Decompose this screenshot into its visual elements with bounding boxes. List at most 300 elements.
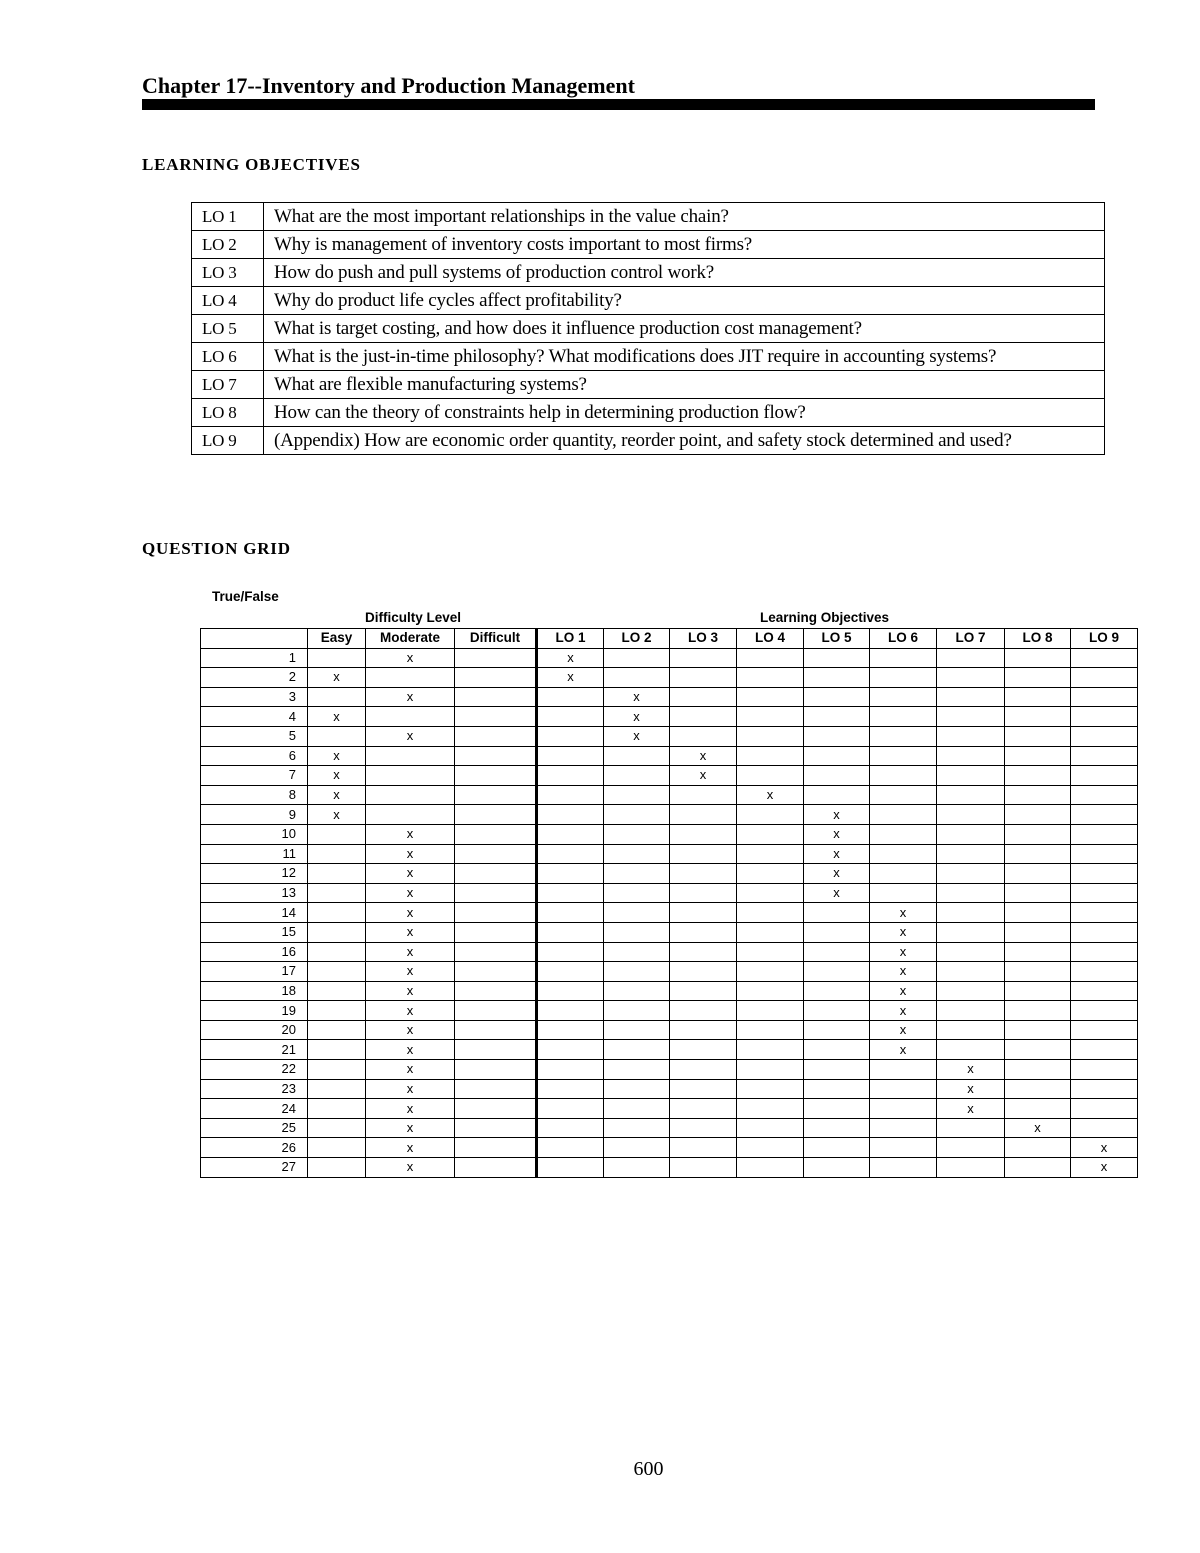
objective-mark: x <box>870 922 937 942</box>
question-number: 5 <box>201 726 308 746</box>
difficulty-mark: x <box>366 1158 455 1178</box>
table-row <box>201 1060 1138 1080</box>
question-number: 14 <box>201 903 308 923</box>
objective-cell <box>537 883 604 903</box>
difficulty-cell <box>455 1020 537 1040</box>
lo-question: How can the theory of constraints help in determining production flow? <box>264 399 1105 427</box>
objective-cell <box>737 707 804 727</box>
learning-objectives-group-label: Learning Objectives <box>760 610 890 625</box>
objective-cell <box>604 648 670 668</box>
difficulty-cell <box>308 824 366 844</box>
objective-cell <box>1005 1099 1071 1119</box>
difficulty-cell <box>455 942 537 962</box>
objective-cell <box>537 766 604 786</box>
objective-cell <box>937 1138 1005 1158</box>
objective-cell <box>870 805 937 825</box>
objective-cell <box>604 746 670 766</box>
objective-cell <box>537 864 604 884</box>
objective-cell <box>804 707 870 727</box>
objective-cell <box>1005 766 1071 786</box>
objective-cell <box>604 766 670 786</box>
difficulty-cell <box>308 1020 366 1040</box>
objective-cell <box>670 942 737 962</box>
table-row <box>201 648 1138 668</box>
table-row <box>201 864 1138 884</box>
objective-cell <box>937 864 1005 884</box>
question-number: 19 <box>201 1001 308 1021</box>
objective-cell <box>537 1040 604 1060</box>
objective-cell <box>670 1060 737 1080</box>
objective-cell <box>537 785 604 805</box>
difficulty-cell <box>455 785 537 805</box>
objective-cell <box>670 707 737 727</box>
objective-cell <box>737 864 804 884</box>
lo-question: (Appendix) How are economic order quantity, reorder point, and safety stock determined and used? <box>264 427 1105 455</box>
difficulty-mark: x <box>366 1118 455 1138</box>
lo-id: LO 3 <box>192 259 264 287</box>
question-number: 26 <box>201 1138 308 1158</box>
lo-id: LO 6 <box>192 343 264 371</box>
difficulty-cell <box>455 1138 537 1158</box>
objective-cell <box>1005 707 1071 727</box>
objective-cell <box>537 1138 604 1158</box>
objective-cell <box>537 805 604 825</box>
objective-cell <box>604 844 670 864</box>
table-row <box>201 962 1138 982</box>
objective-cell <box>1005 785 1071 805</box>
objective-cell <box>937 1158 1005 1178</box>
objective-cell <box>670 844 737 864</box>
objective-cell <box>937 1001 1005 1021</box>
objective-cell <box>604 805 670 825</box>
question-number: 27 <box>201 1158 308 1178</box>
objective-cell <box>604 922 670 942</box>
objective-cell <box>804 1079 870 1099</box>
objective-cell <box>537 903 604 923</box>
objective-mark: x <box>804 864 870 884</box>
objective-cell <box>670 668 737 688</box>
objective-cell <box>604 1020 670 1040</box>
objective-cell <box>1071 824 1138 844</box>
objective-mark: x <box>537 668 604 688</box>
objective-cell <box>604 864 670 884</box>
objective-cell <box>870 726 937 746</box>
objective-cell <box>1005 687 1071 707</box>
objective-cell <box>737 726 804 746</box>
objective-mark: x <box>1071 1158 1138 1178</box>
difficulty-mark: x <box>366 687 455 707</box>
objective-cell <box>670 824 737 844</box>
difficulty-mark: x <box>366 648 455 668</box>
difficulty-mark: x <box>366 1099 455 1119</box>
objective-mark: x <box>870 942 937 962</box>
objective-cell <box>870 687 937 707</box>
question-number: 8 <box>201 785 308 805</box>
objective-cell <box>737 844 804 864</box>
objective-cell <box>804 648 870 668</box>
difficulty-cell <box>455 1158 537 1178</box>
objective-mark: x <box>870 1001 937 1021</box>
objective-cell <box>670 1158 737 1178</box>
objective-cell <box>1005 844 1071 864</box>
objective-cell <box>1005 648 1071 668</box>
difficulty-mark: x <box>366 864 455 884</box>
objective-cell <box>1071 766 1138 786</box>
objective-cell <box>1071 1099 1138 1119</box>
objective-cell <box>1071 962 1138 982</box>
objective-cell <box>1071 1060 1138 1080</box>
difficulty-cell <box>308 1158 366 1178</box>
objective-mark: x <box>737 785 804 805</box>
lo-question: What is the just-in-time philosophy? What modifications does JIT require in accounting systems? <box>264 343 1105 371</box>
difficulty-cell <box>455 922 537 942</box>
objective-cell <box>937 824 1005 844</box>
lo-row <box>192 287 1105 315</box>
objective-cell <box>804 785 870 805</box>
objective-header: LO 8 <box>1005 629 1071 649</box>
difficulty-cell <box>308 962 366 982</box>
learning-objectives-table <box>191 202 1105 455</box>
objective-cell <box>604 942 670 962</box>
objective-cell <box>937 766 1005 786</box>
difficulty-level-label: Difficulty Level <box>365 610 462 625</box>
objective-cell <box>1071 1020 1138 1040</box>
difficulty-cell <box>455 981 537 1001</box>
objective-mark: x <box>937 1099 1005 1119</box>
objective-cell <box>737 766 804 786</box>
objective-cell <box>804 746 870 766</box>
objective-cell <box>804 766 870 786</box>
lo-id: LO 9 <box>192 427 264 455</box>
objective-header: LO 6 <box>870 629 937 649</box>
objective-cell <box>937 981 1005 1001</box>
difficulty-mark: x <box>366 1020 455 1040</box>
difficulty-cell <box>308 1060 366 1080</box>
objective-cell <box>870 883 937 903</box>
objective-cell <box>604 668 670 688</box>
difficulty-cell <box>308 726 366 746</box>
objective-mark: x <box>804 883 870 903</box>
difficulty-cell <box>366 746 455 766</box>
question-grid-heading: QUESTION GRID <box>142 539 291 558</box>
table-row <box>201 1001 1138 1021</box>
objective-mark: x <box>870 962 937 982</box>
table-row <box>201 785 1138 805</box>
question-number: 1 <box>201 648 308 668</box>
difficulty-mark: x <box>366 922 455 942</box>
objective-mark: x <box>670 746 737 766</box>
objective-mark: x <box>804 824 870 844</box>
objective-cell <box>1005 1158 1071 1178</box>
question-number-header <box>201 629 308 649</box>
objective-cell <box>1071 1040 1138 1060</box>
table-row <box>201 726 1138 746</box>
objective-cell <box>537 1099 604 1119</box>
objective-cell <box>1071 687 1138 707</box>
difficulty-cell <box>455 844 537 864</box>
objective-cell <box>1071 844 1138 864</box>
table-row <box>201 981 1138 1001</box>
difficulty-mark: x <box>366 1138 455 1158</box>
question-number: 15 <box>201 922 308 942</box>
objective-cell <box>1005 942 1071 962</box>
difficulty-cell <box>308 1001 366 1021</box>
objective-cell <box>537 687 604 707</box>
objective-cell <box>1071 864 1138 884</box>
objective-mark: x <box>870 1020 937 1040</box>
difficulty-mark: x <box>308 668 366 688</box>
objective-cell <box>604 1079 670 1099</box>
objective-cell <box>670 1099 737 1119</box>
objective-cell <box>604 824 670 844</box>
objective-cell <box>1005 864 1071 884</box>
objective-cell <box>937 1020 1005 1040</box>
objective-cell <box>670 1001 737 1021</box>
table-row <box>201 746 1138 766</box>
objective-cell <box>670 648 737 668</box>
objective-cell <box>870 766 937 786</box>
difficulty-cell <box>366 766 455 786</box>
objective-cell <box>670 922 737 942</box>
lo-row <box>192 315 1105 343</box>
lo-question: Why is management of inventory costs important to most firms? <box>264 231 1105 259</box>
objective-cell <box>1071 883 1138 903</box>
difficulty-mark: x <box>366 1001 455 1021</box>
objective-cell <box>1071 981 1138 1001</box>
objective-cell <box>870 1118 937 1138</box>
lo-question: What are flexible manufacturing systems? <box>264 371 1105 399</box>
objective-cell <box>1071 785 1138 805</box>
objective-cell <box>937 726 1005 746</box>
lo-row <box>192 259 1105 287</box>
objective-cell <box>670 1138 737 1158</box>
objective-cell <box>1005 962 1071 982</box>
difficulty-cell <box>455 805 537 825</box>
objective-cell <box>670 726 737 746</box>
lo-question: What are the most important relationships in the value chain? <box>264 203 1105 231</box>
lo-row <box>192 427 1105 455</box>
question-number: 10 <box>201 824 308 844</box>
objective-cell <box>604 1099 670 1119</box>
objective-cell <box>670 785 737 805</box>
objective-cell <box>1071 1001 1138 1021</box>
objective-cell <box>937 805 1005 825</box>
objective-cell <box>1005 668 1071 688</box>
objective-mark: x <box>604 726 670 746</box>
objective-mark: x <box>804 805 870 825</box>
objective-cell <box>670 1079 737 1099</box>
objective-cell <box>737 922 804 942</box>
objective-cell <box>670 864 737 884</box>
lo-question: Why do product life cycles affect profitability? <box>264 287 1105 315</box>
objective-cell <box>1071 668 1138 688</box>
objective-cell <box>937 668 1005 688</box>
objective-cell <box>1005 1020 1071 1040</box>
objective-cell <box>1005 824 1071 844</box>
lo-row <box>192 399 1105 427</box>
objective-cell <box>1005 726 1071 746</box>
objective-header: LO 7 <box>937 629 1005 649</box>
objective-cell <box>804 726 870 746</box>
objective-cell <box>1005 981 1071 1001</box>
objective-cell <box>870 668 937 688</box>
table-row <box>201 922 1138 942</box>
true-false-label: True/False <box>212 589 279 604</box>
objective-cell <box>937 883 1005 903</box>
difficulty-cell <box>308 922 366 942</box>
objective-cell <box>937 707 1005 727</box>
difficulty-mark: x <box>366 844 455 864</box>
difficulty-cell <box>455 1040 537 1060</box>
objective-cell <box>804 668 870 688</box>
objective-cell <box>537 962 604 982</box>
objective-cell <box>1005 883 1071 903</box>
objective-mark: x <box>937 1079 1005 1099</box>
table-row <box>201 1079 1138 1099</box>
difficulty-cell <box>455 1118 537 1138</box>
difficulty-cell <box>308 942 366 962</box>
objective-cell <box>604 1060 670 1080</box>
objective-cell <box>804 1020 870 1040</box>
table-row <box>201 668 1138 688</box>
objective-cell <box>870 844 937 864</box>
objective-header: LO 5 <box>804 629 870 649</box>
objective-cell <box>670 687 737 707</box>
difficulty-cell <box>455 864 537 884</box>
objective-cell <box>537 922 604 942</box>
objective-cell <box>604 1138 670 1158</box>
objective-header: LO 1 <box>537 629 604 649</box>
difficulty-cell <box>366 668 455 688</box>
objective-mark: x <box>870 903 937 923</box>
difficulty-cell <box>308 687 366 707</box>
objective-header: LO 9 <box>1071 629 1138 649</box>
objective-mark: x <box>537 648 604 668</box>
objective-mark: x <box>604 707 670 727</box>
difficulty-cell <box>366 805 455 825</box>
difficulty-mark: x <box>366 824 455 844</box>
difficulty-cell <box>308 903 366 923</box>
objective-cell <box>537 1079 604 1099</box>
lo-row <box>192 203 1105 231</box>
difficulty-cell <box>455 962 537 982</box>
difficulty-header: Difficult <box>455 629 537 649</box>
objective-cell <box>537 1020 604 1040</box>
objective-cell <box>737 1020 804 1040</box>
lo-id: LO 7 <box>192 371 264 399</box>
difficulty-cell <box>455 668 537 688</box>
objective-cell <box>937 1118 1005 1138</box>
difficulty-cell <box>455 707 537 727</box>
difficulty-header: Easy <box>308 629 366 649</box>
lo-id: LO 5 <box>192 315 264 343</box>
difficulty-cell <box>308 981 366 1001</box>
objective-cell <box>737 648 804 668</box>
question-number: 22 <box>201 1060 308 1080</box>
difficulty-cell <box>455 746 537 766</box>
objective-cell <box>604 785 670 805</box>
objective-cell <box>1071 942 1138 962</box>
objective-mark: x <box>604 687 670 707</box>
objective-cell <box>537 844 604 864</box>
difficulty-cell <box>308 1099 366 1119</box>
difficulty-cell <box>308 883 366 903</box>
lo-row <box>192 231 1105 259</box>
objective-cell <box>670 962 737 982</box>
objective-cell <box>870 1158 937 1178</box>
difficulty-cell <box>455 1079 537 1099</box>
objective-cell <box>804 687 870 707</box>
difficulty-cell <box>455 824 537 844</box>
objective-cell <box>1005 1001 1071 1021</box>
objective-cell <box>604 1001 670 1021</box>
question-number: 4 <box>201 707 308 727</box>
objective-cell <box>870 746 937 766</box>
objective-cell <box>670 805 737 825</box>
objective-cell <box>537 824 604 844</box>
objective-cell <box>737 1118 804 1138</box>
difficulty-cell <box>455 1099 537 1119</box>
objective-cell <box>870 785 937 805</box>
difficulty-header: Moderate <box>366 629 455 649</box>
objective-mark: x <box>870 981 937 1001</box>
difficulty-mark: x <box>308 785 366 805</box>
difficulty-cell <box>455 1060 537 1080</box>
difficulty-cell <box>308 844 366 864</box>
objective-cell <box>537 1118 604 1138</box>
objective-cell <box>737 805 804 825</box>
lo-id: LO 1 <box>192 203 264 231</box>
objective-cell <box>737 1158 804 1178</box>
table-row <box>201 687 1138 707</box>
objective-cell <box>670 1040 737 1060</box>
difficulty-mark: x <box>308 707 366 727</box>
objective-cell <box>937 687 1005 707</box>
objective-cell <box>737 903 804 923</box>
objective-cell <box>870 864 937 884</box>
objective-cell <box>604 981 670 1001</box>
lo-row <box>192 371 1105 399</box>
objective-cell <box>537 942 604 962</box>
difficulty-cell <box>455 687 537 707</box>
objective-cell <box>1071 707 1138 727</box>
table-row <box>201 1158 1138 1178</box>
objective-cell <box>870 1138 937 1158</box>
table-row <box>201 1138 1138 1158</box>
objective-cell <box>937 1040 1005 1060</box>
objective-cell <box>604 903 670 923</box>
title-rule <box>142 99 1095 110</box>
difficulty-mark: x <box>366 726 455 746</box>
objective-mark: x <box>670 766 737 786</box>
lo-id: LO 8 <box>192 399 264 427</box>
objective-cell <box>937 962 1005 982</box>
objective-cell <box>937 942 1005 962</box>
objective-cell <box>670 1118 737 1138</box>
question-number: 9 <box>201 805 308 825</box>
difficulty-cell <box>455 883 537 903</box>
objective-cell <box>804 903 870 923</box>
objective-cell <box>870 648 937 668</box>
difficulty-cell <box>455 766 537 786</box>
question-number: 3 <box>201 687 308 707</box>
difficulty-cell <box>308 1138 366 1158</box>
objective-cell <box>537 1060 604 1080</box>
difficulty-mark: x <box>366 883 455 903</box>
difficulty-mark: x <box>366 1040 455 1060</box>
table-row <box>201 1118 1138 1138</box>
learning-objectives-heading: LEARNING OBJECTIVES <box>142 155 361 174</box>
